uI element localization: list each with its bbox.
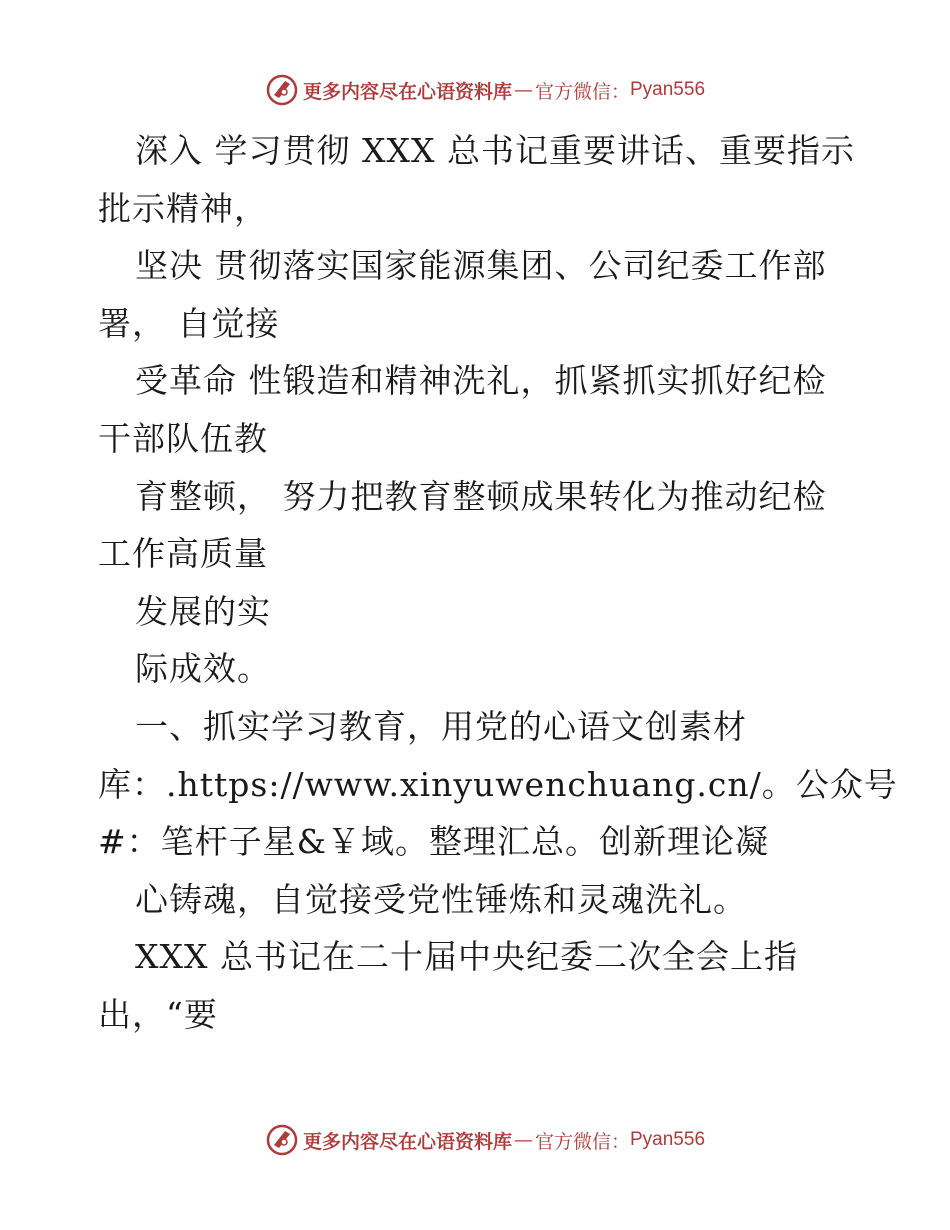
body-line: 际成效。: [135, 649, 271, 689]
logo-icon: [265, 73, 299, 107]
header-banner: [0, 70, 950, 110]
body-line: 干部队伍教: [98, 418, 268, 458]
body-line: 库：.https://www.xinyuwenchuang.cn/。公众号: [98, 764, 898, 804]
banner-wechat-id: Pyan556: [630, 79, 706, 100]
body-line: 心铸魂，自觉接受党性锤炼和灵魂洗礼。: [135, 879, 747, 919]
body-line: 署， 自觉接: [98, 303, 280, 343]
banner-title: 更多内容尽在心语资料库: [302, 1130, 512, 1153]
banner-wechat-label: 官方微信：: [534, 80, 630, 103]
logo-icon: [265, 1123, 299, 1157]
body-line: 受革命 性锻造和精神洗礼，抓紧抓实抓好纪检: [135, 361, 827, 401]
banner-wechat-id: Pyan556: [630, 1129, 706, 1150]
body-line: 工作高质量: [98, 534, 268, 574]
body-line: 出，“要: [98, 994, 218, 1034]
body-line: #：笔杆子星&￥域。整理汇总。创新理论凝: [98, 822, 770, 862]
body-line: 批示精神，: [98, 188, 268, 228]
banner-dash: —: [513, 1129, 533, 1151]
footer-banner: [0, 1120, 950, 1160]
banner-dash: —: [513, 79, 533, 101]
body-line: 深入 学习贯彻 XXX 总书记重要讲话、重要指示: [135, 131, 855, 170]
body-line: 坚决 贯彻落实国家能源集团、公司纪委工作部: [135, 246, 827, 286]
banner-wechat-label: 官方微信：: [534, 1130, 630, 1153]
body-line: XXX 总书记在二十届中央纪委二次全会上指: [135, 937, 798, 977]
body-line: 发展的实: [135, 591, 271, 631]
document-body: [98, 122, 898, 1044]
section-heading: 一、抓实学习教育，用党的心语文创素材: [135, 706, 747, 746]
banner-title: 更多内容尽在心语资料库: [302, 80, 512, 103]
body-line: 育整顿， 努力把教育整顿成果转化为推动纪检: [135, 476, 827, 516]
